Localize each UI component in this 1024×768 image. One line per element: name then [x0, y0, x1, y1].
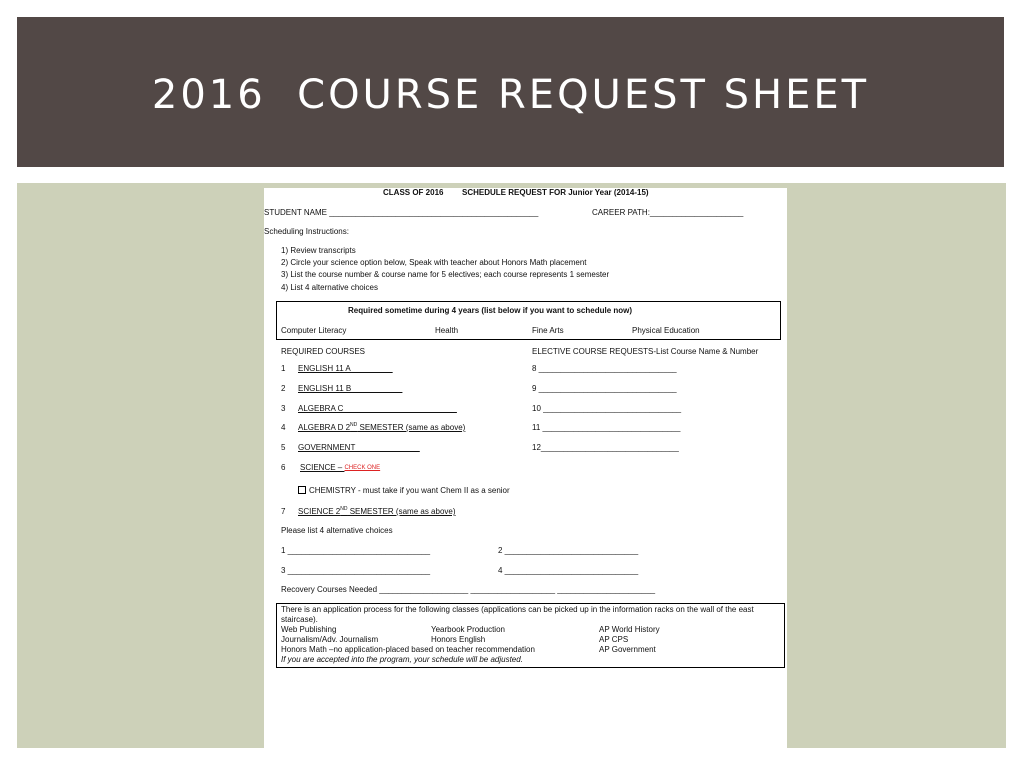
course-number: 5 [281, 443, 286, 452]
alternative-line: 1 ________________________________ [281, 546, 431, 555]
application-box [276, 603, 785, 668]
course-number: 6 [281, 463, 286, 472]
course-number: 3 [281, 404, 286, 413]
application-course: Web Publishing [281, 625, 337, 634]
instruction-item: 3) List the course number & course name for 5 electives; each course represents 1 semester [281, 270, 610, 279]
required-item: Health [435, 326, 459, 335]
alternatives-label: Please list 4 alternative choices [281, 526, 393, 535]
elective-line: 9 _______________________________ [532, 384, 677, 393]
chemistry-option[interactable]: CHEMISTRY - must take if you want Chem II as a senior [298, 486, 510, 496]
form-class-header: CLASS OF 2016 [383, 188, 444, 197]
course-government: GOVERNMENT ______________ [298, 443, 420, 452]
course-number: 4 [281, 423, 286, 432]
required-box [276, 301, 781, 340]
application-course: Honors English [431, 635, 486, 644]
course-science-2nd: SCIENCE 2ND SEMESTER (same as above) [298, 506, 456, 516]
required-item: Computer Literacy [281, 326, 347, 335]
required-box-title: Required sometime during 4 years (list below if you want to schedule now) [348, 306, 633, 315]
title-banner [17, 17, 1004, 167]
application-course: Yearbook Production [431, 625, 505, 634]
elective-line: 8 _______________________________ [532, 364, 677, 373]
career-path-field: CAREER PATH:_____________________ [592, 208, 744, 217]
instructions-label: Scheduling Instructions: [264, 227, 349, 236]
course-algebra-d: ALGEBRA D 2ND SEMESTER (same as above) [298, 422, 466, 432]
required-courses-label: REQUIRED COURSES [281, 347, 366, 356]
elective-line: 12_______________________________ [532, 443, 679, 452]
instruction-item: 2) Circle your science option below, Speak with teacher about Honors Math placement [281, 258, 587, 267]
course-english-11b: ENGLISH 11 B ___________ [298, 384, 403, 393]
slide-title: 2016 COURSE REQUEST SHEET [151, 72, 870, 118]
elective-requests-label: ELECTIVE COURSE REQUESTS-List Course Name & Number [532, 347, 759, 356]
course-science: SCIENCE – CHECK ONE [300, 463, 381, 472]
course-algebra-c: ALGEBRA C _________________________ [298, 404, 457, 413]
course-english-11a: ENGLISH 11 A _________ [298, 364, 393, 373]
course-number: 1 [281, 364, 286, 373]
student-name-field: STUDENT NAME _______________________________________________ [264, 208, 539, 217]
alternative-line: 4 ______________________________ [498, 566, 639, 575]
check-one-note: CHECK ONE [344, 465, 381, 471]
elective-line: 11 _______________________________ [532, 423, 681, 432]
required-item: Physical Education [632, 326, 700, 335]
alternative-line: 3 ________________________________ [281, 566, 431, 575]
instruction-item: 4) List 4 alternative choices [281, 283, 378, 292]
course-request-form [264, 188, 787, 748]
elective-line: 10 _______________________________ [532, 404, 682, 413]
application-course: AP Government [599, 645, 656, 654]
course-number: 2 [281, 384, 286, 393]
honors-math-note: Honors Math –no application-placed based on teacher recommendation [281, 645, 535, 654]
instruction-item: 1) Review transcripts [281, 246, 356, 255]
alternative-line: 2 ______________________________ [498, 546, 639, 555]
application-intro: There is an application process for the following classes (applications can be picked up in the information racks on the wall of the east staircase). [281, 605, 754, 624]
checkbox-icon[interactable] [298, 486, 306, 494]
application-course: AP World History [599, 625, 660, 634]
recovery-courses: Recovery Courses Needed ____________________ ___________________ ______________________ [281, 585, 656, 594]
application-course: Journalism/Adv. Journalism [281, 635, 379, 644]
form-request-header: SCHEDULE REQUEST FOR Junior Year (2014-15) [462, 188, 649, 197]
application-course: AP CPS [599, 635, 629, 644]
required-item: Fine Arts [532, 326, 564, 335]
schedule-adjusted-note: If you are accepted into the program, your schedule will be adjusted. [281, 655, 523, 664]
course-number: 7 [281, 507, 286, 516]
